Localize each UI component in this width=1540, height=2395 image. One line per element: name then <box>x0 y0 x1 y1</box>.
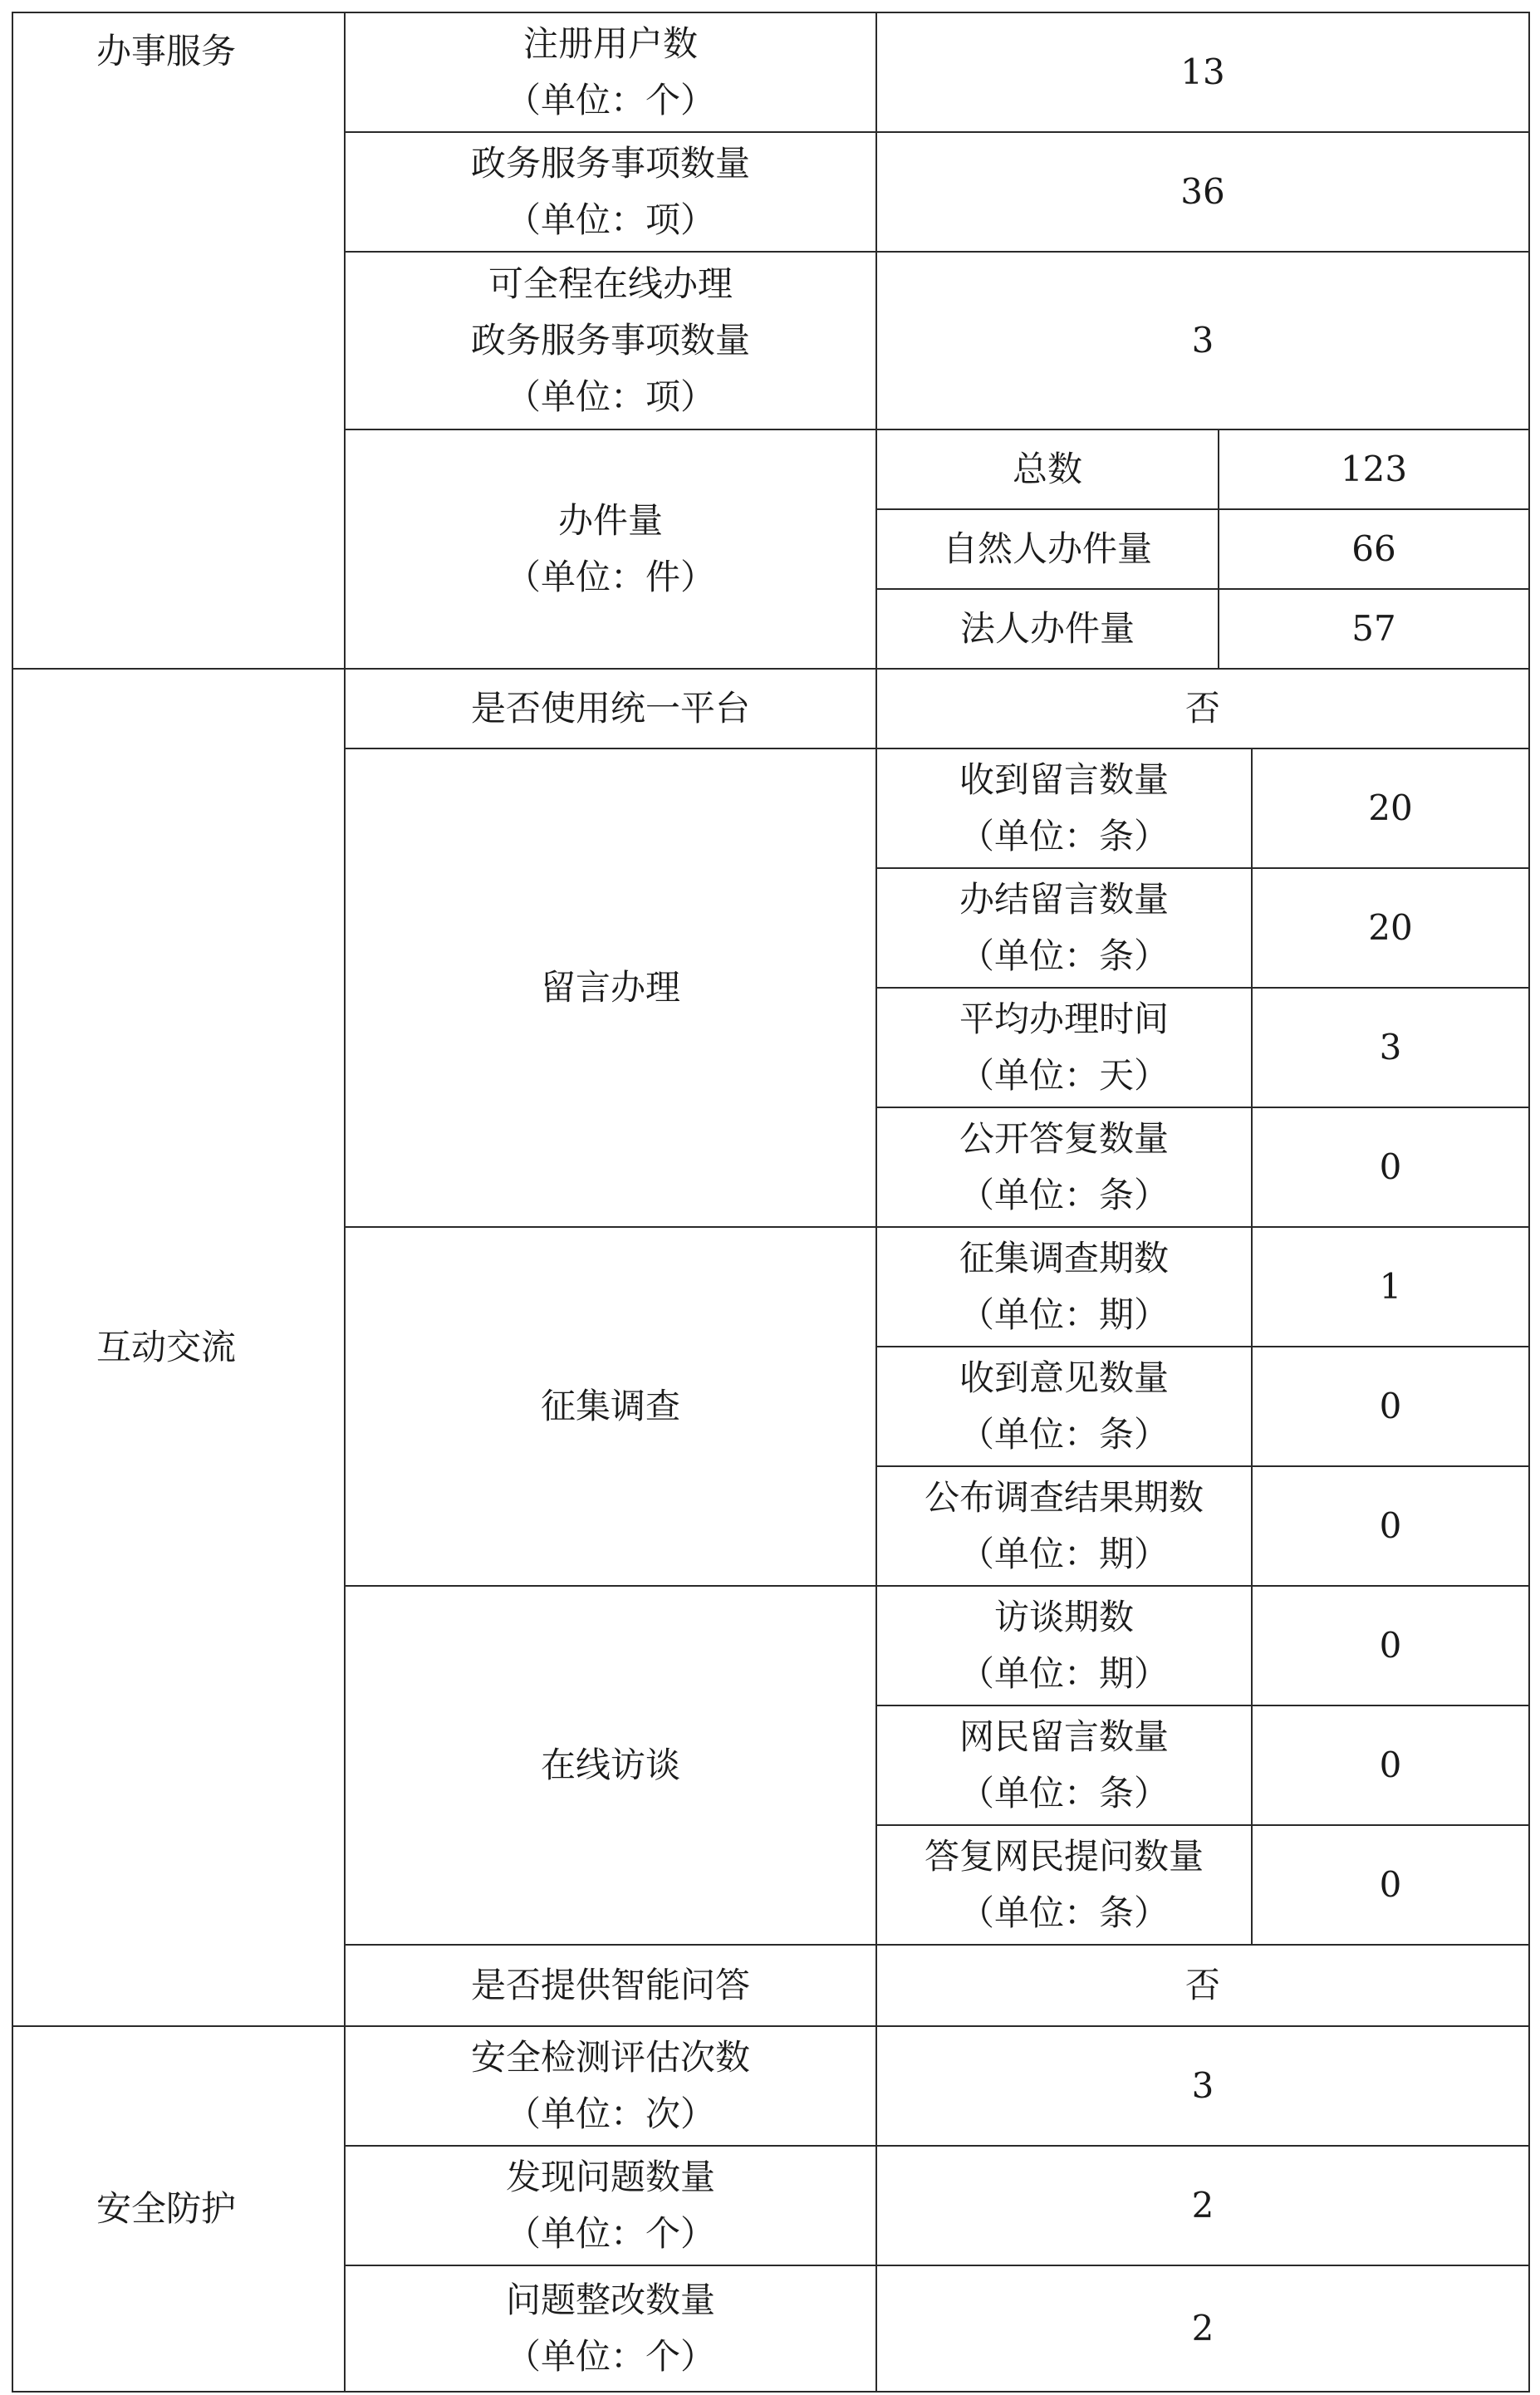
stats-table <box>12 12 1530 2393</box>
table-row <box>12 2026 1529 2146</box>
row-label-messages: 留言办理 <box>345 748 876 1227</box>
sub-label-legal-person: 法人办件量 <box>876 589 1219 669</box>
sub-label-cases-total: 总数 <box>876 429 1219 509</box>
sub-label-netizen-messages: 网民留言数量 （单位：条） <box>876 1705 1252 1825</box>
row-label-registered-users: 注册用户数 （单位：个） <box>345 12 876 132</box>
sub-value-cases-total: 123 <box>1219 429 1529 509</box>
row-value-smart-qa: 否 <box>876 1945 1529 2026</box>
row-label-unified-platform: 是否使用统一平台 <box>345 669 876 748</box>
row-value-issues-found: 2 <box>876 2146 1529 2265</box>
sub-value-survey-periods: 1 <box>1252 1227 1529 1347</box>
sub-label-natural-person: 自然人办件量 <box>876 509 1219 589</box>
section-title-interaction: 互动交流 <box>12 669 345 2026</box>
sub-value-messages-received: 20 <box>1252 748 1529 868</box>
sub-label-messages-received: 收到留言数量 （单位：条） <box>876 748 1252 868</box>
sub-label-survey-opinions: 收到意见数量 （单位：条） <box>876 1347 1252 1466</box>
row-label-cases: 办件量 （单位：件） <box>345 429 876 669</box>
section-title-service: 办事服务 <box>12 12 345 669</box>
row-label-assessments: 安全检测评估次数 （单位：次） <box>345 2026 876 2146</box>
sub-value-legal-person: 57 <box>1219 589 1529 669</box>
row-value-service-items: 36 <box>876 132 1529 252</box>
row-label-interview: 在线访谈 <box>345 1586 876 1945</box>
sub-label-survey-published: 公布调查结果期数 （单位：期） <box>876 1466 1252 1586</box>
sub-label-interview-replies: 答复网民提问数量 （单位：条） <box>876 1825 1252 1945</box>
sub-value-interview-replies: 0 <box>1252 1825 1529 1945</box>
sub-value-avg-time: 3 <box>1252 988 1529 1107</box>
sub-value-survey-opinions: 0 <box>1252 1347 1529 1466</box>
section-title-security: 安全防护 <box>12 2026 345 2392</box>
sub-value-natural-person: 66 <box>1219 509 1529 589</box>
row-label-issues-fixed: 问题整改数量 （单位：个） <box>345 2265 876 2392</box>
sub-value-interview-periods: 0 <box>1252 1586 1529 1705</box>
sub-label-public-replies: 公开答复数量 （单位：条） <box>876 1107 1252 1227</box>
table-row <box>12 669 1529 748</box>
sub-label-messages-completed: 办结留言数量 （单位：条） <box>876 868 1252 988</box>
row-label-issues-found: 发现问题数量 （单位：个） <box>345 2146 876 2265</box>
sub-label-survey-periods: 征集调查期数 （单位：期） <box>876 1227 1252 1347</box>
sub-label-avg-time: 平均办理时间 （单位：天） <box>876 988 1252 1107</box>
sub-value-messages-completed: 20 <box>1252 868 1529 988</box>
row-value-issues-fixed: 2 <box>876 2265 1529 2392</box>
row-value-online-items: 3 <box>876 252 1529 429</box>
row-label-service-items: 政务服务事项数量 （单位：项） <box>345 132 876 252</box>
row-value-unified-platform: 否 <box>876 669 1529 748</box>
sub-label-interview-periods: 访谈期数 （单位：期） <box>876 1586 1252 1705</box>
row-label-survey: 征集调查 <box>345 1227 876 1586</box>
row-label-smart-qa: 是否提供智能问答 <box>345 1945 876 2026</box>
row-value-assessments: 3 <box>876 2026 1529 2146</box>
table-row <box>12 12 1529 132</box>
row-label-online-items: 可全程在线办理 政务服务事项数量 （单位：项） <box>345 252 876 429</box>
sub-value-public-replies: 0 <box>1252 1107 1529 1227</box>
sub-value-netizen-messages: 0 <box>1252 1705 1529 1825</box>
sub-value-survey-published: 0 <box>1252 1466 1529 1586</box>
row-value-registered-users: 13 <box>876 12 1529 132</box>
